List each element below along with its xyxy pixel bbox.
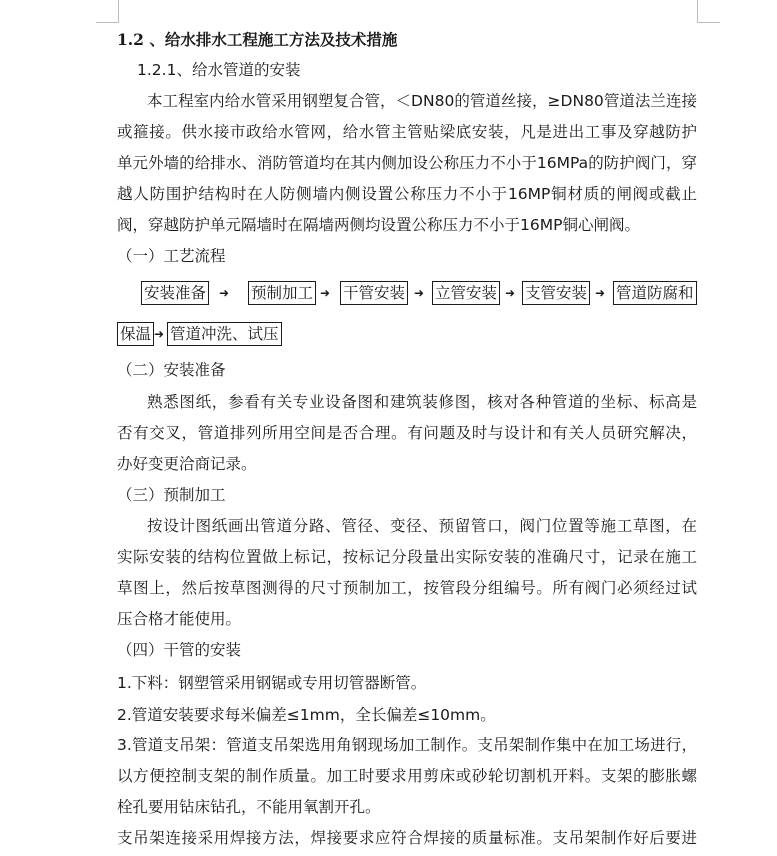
prefab-line-2: 实际安装的结构位置做上标记，按标记分段量出实际安装的准确尺寸，记录在施工 — [117, 548, 697, 566]
subsection-heading: 1.2.1、给水管道的安装 — [137, 61, 301, 79]
main-pipe-item-3-cont-1: 以方便控制支架的制作质量。加工时要求用剪床或砂轮切割机开料。支架的膨胀螺 — [117, 767, 697, 785]
main-pipe-title: （四）干管的安装 — [117, 641, 242, 659]
process-flow-row-2 — [117, 322, 417, 350]
arrow-icon: ➜ — [414, 286, 425, 300]
process-step-anticorrosion: 管道防腐和 — [613, 281, 697, 305]
arrow-icon: ➜ — [154, 327, 165, 341]
process-step-flush-test: 管道冲洗、试压 — [167, 322, 282, 346]
main-pipe-item-4: 支吊架连接采用焊接方法，焊接要求应符合焊接的质量标准。支吊架制作好后要进 — [117, 829, 697, 847]
intro-line-1: 本工程室内给水管采用钢塑复合管，＜DN80的管道丝接，≥DN80管道法兰连接 — [147, 92, 697, 110]
intro-line-2: 或箍接。供水接市政给水管网，给水管主管贴梁底安装，凡是进出工事及穿越防护 — [117, 123, 697, 141]
arrow-icon: ➜ — [320, 286, 331, 300]
process-step-insulation: 保温 — [117, 322, 154, 346]
process-step-prep: 安装准备 — [141, 281, 209, 305]
arrow-icon: ➜ — [505, 286, 516, 300]
process-step-main-pipe: 干管安装 — [340, 281, 408, 305]
intro-line-5: 阀，穿越防护单元隔墙时在隔墙两侧均设置公称压力不小于16MP铜心闸阀。 — [117, 216, 640, 234]
prefab-line-1: 按设计图纸画出管道分路、管径、变径、预留管口，阀门位置等施工草图，在 — [147, 517, 697, 535]
main-pipe-item-3: 3.管道支吊架：管道支吊架选用角钢现场加工制作。支吊架制作集中在加工场进行， — [117, 736, 697, 754]
prep-line-2: 否有交叉，管道排列所用空间是否合理。有问题及时与设计和有关人员研究解决， — [117, 424, 697, 442]
arrow-icon: ➜ — [219, 286, 230, 300]
arrow-icon: ➜ — [595, 286, 606, 300]
process-flow-row-1 — [117, 281, 702, 309]
section-heading: 1.2 、给水排水工程施工方法及技术措施 — [117, 30, 398, 49]
prep-line-1: 熟悉图纸，参看有关专业设备图和建筑装修图，核对各种管道的坐标、标高是 — [147, 393, 697, 411]
prefab-line-3: 草图上，然后按草图测得的尺寸预制加工，按管段分组编号。所有阀门必须经过试 — [117, 579, 697, 597]
page-corner-mark-right — [697, 0, 720, 23]
process-title: （一）工艺流程 — [117, 247, 226, 265]
process-step-branch: 支管安装 — [522, 281, 590, 305]
intro-line-3: 单元外墙的给排水、消防管道均在其内侧加设公称压力不小于16MPa的防护阀门，穿 — [117, 154, 697, 172]
main-pipe-item-3-cont-2: 栓孔要用钻床钻孔，不能用氧割开孔。 — [117, 798, 381, 816]
process-step-riser: 立管安装 — [432, 281, 500, 305]
prefab-title: （三）预制加工 — [117, 486, 226, 504]
prep-title: （二）安装准备 — [117, 361, 226, 379]
process-step-prefab: 预制加工 — [248, 281, 316, 305]
main-pipe-item-1: 1.下料：钢塑管采用钢锯或专用切管器断管。 — [117, 674, 427, 692]
prep-line-3: 办好变更洽商记录。 — [117, 455, 257, 473]
page-corner-mark-left — [96, 0, 119, 23]
intro-line-4: 越人防围护结构时在人防侧墙内侧设置公称压力不小于16MP铜材质的闸阀或截止 — [117, 185, 697, 203]
prefab-line-4: 压合格才能使用。 — [117, 610, 242, 628]
main-pipe-item-2: 2.管道安装要求每米偏差≤1mm，全长偏差≤10mm。 — [117, 706, 496, 724]
